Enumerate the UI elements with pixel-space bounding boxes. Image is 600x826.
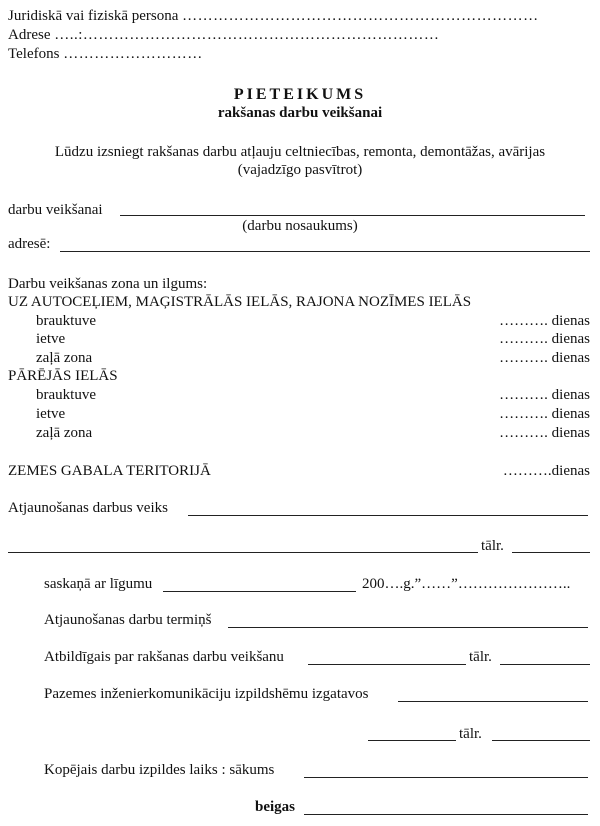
page-subtitle: rakšanas darbu veikšanai bbox=[217, 105, 383, 121]
group1-row-days[interactable]: ………. dienas bbox=[499, 331, 590, 347]
address-dots[interactable]: …..:…………………………………………………………… bbox=[54, 27, 440, 43]
responsible-field[interactable] bbox=[308, 664, 466, 665]
group2-row-label: zaļā zona bbox=[36, 425, 93, 441]
group1-row-label: zaļā zona bbox=[36, 350, 93, 366]
group1-heading: UZ AUTOCEĻIEM, MAĢISTRĀLĀS IELĀS, RAJONA NOZĪMES IELĀS bbox=[8, 294, 472, 310]
underground-extra-field[interactable] bbox=[368, 740, 456, 741]
group1-row-days[interactable]: ………. dienas bbox=[499, 350, 590, 366]
restore-term-field[interactable] bbox=[228, 627, 588, 628]
contract-field[interactable] bbox=[163, 591, 356, 592]
restore-phone-label: tālr. bbox=[481, 538, 504, 554]
page-title: PIETEIKUMS bbox=[233, 86, 367, 103]
group1-row-days[interactable]: ………. dienas bbox=[499, 313, 590, 329]
underground-phone-label: tālr. bbox=[459, 726, 482, 742]
phone-label: Telefons bbox=[8, 46, 60, 62]
responsible-label: Atbildīgais par rakšanas darbu veikšanu bbox=[44, 649, 284, 665]
address-label: Adrese bbox=[8, 27, 51, 43]
land-days[interactable]: ……….dienas bbox=[502, 463, 590, 479]
underground-phone-field[interactable] bbox=[492, 740, 590, 741]
group2-row-label: brauktuve bbox=[36, 387, 96, 403]
contract-label: saskaņā ar līgumu bbox=[44, 576, 153, 592]
group1-row-label: brauktuve bbox=[36, 313, 96, 329]
group2-heading: PĀRĒJĀS IELĀS bbox=[8, 368, 118, 384]
work-address-label: adresē: bbox=[8, 236, 51, 252]
start-field[interactable] bbox=[304, 777, 588, 778]
end-label: beigas bbox=[255, 799, 296, 815]
group2-row-days[interactable]: ………. dienas bbox=[499, 387, 590, 403]
underground-label: Pazemes inženierkomunikāciju izpildshēmu izgatavos bbox=[44, 686, 369, 702]
responsible-phone-label: tālr. bbox=[469, 649, 492, 665]
group2-row-days[interactable]: ………. dienas bbox=[499, 406, 590, 422]
end-field[interactable] bbox=[304, 814, 588, 815]
phone-dots[interactable]: ……………………… bbox=[63, 46, 203, 62]
land-label: ZEMES GABALA TERITORIJĀ bbox=[8, 463, 211, 479]
total-time-label: Kopējais darbu izpildes laiks : sākums bbox=[44, 762, 275, 778]
restore-extra-field[interactable] bbox=[8, 552, 478, 553]
group2-row-days[interactable]: ………. dienas bbox=[499, 425, 590, 441]
address-line bbox=[8, 27, 439, 44]
request-hint: (vajadzīgo pasvītrot) bbox=[237, 162, 363, 178]
request-text: Lūdzu izsniegt rakšanas darbu atļauju celtniecības, remonta, demontāžas, avārijas bbox=[54, 144, 546, 160]
zone-heading: Darbu veikšanas zona un ilgums: bbox=[8, 276, 208, 292]
restore-term-label: Atjaunošanas darbu termiņš bbox=[44, 612, 212, 628]
entity-label: Juridiskā vai fiziskā persona bbox=[8, 8, 179, 24]
contract-date[interactable]: 200….g.”……”………………….. bbox=[362, 576, 571, 592]
restore-label: Atjaunošanas darbus veiks bbox=[8, 500, 168, 516]
work-label: darbu veikšanai bbox=[8, 202, 103, 218]
work-hint: (darbu nosaukums) bbox=[242, 218, 358, 234]
restore-phone-field[interactable] bbox=[512, 552, 590, 553]
group2-row-label: ietve bbox=[36, 406, 66, 422]
group1-row-label: ietve bbox=[36, 331, 66, 347]
phone-line bbox=[8, 46, 203, 63]
restore-field[interactable] bbox=[188, 515, 588, 516]
work-field[interactable] bbox=[120, 215, 585, 216]
entity-line bbox=[8, 8, 539, 25]
work-address-field[interactable] bbox=[60, 251, 590, 252]
entity-dots[interactable]: …………………………………………………………… bbox=[182, 8, 539, 24]
responsible-phone-field[interactable] bbox=[500, 664, 590, 665]
underground-field[interactable] bbox=[398, 701, 588, 702]
